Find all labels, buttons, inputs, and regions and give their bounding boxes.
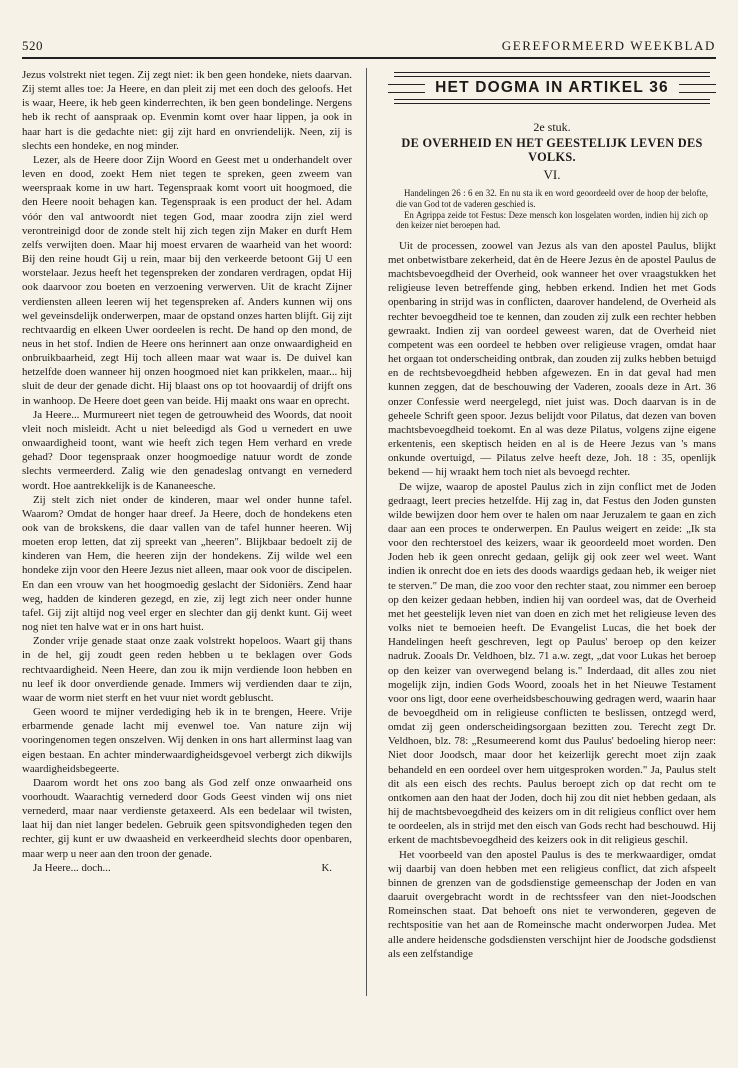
roman-numeral: VI.	[543, 167, 561, 183]
title-row	[388, 81, 716, 95]
signature: K.	[321, 861, 332, 874]
scripture-quote	[396, 188, 708, 230]
left-paragraph: Daarom wordt het ons zoo bang als God zelf onze onwaarheid ons voorhoudt. Waarachtig vernederd door Gods Geest vinden wij ons niet vernederd, maar naar verdienste getaxeerd. Als een bedelaar wil twisten, laat hij dan niet langer bedelen. Gebruik geen spitsvondigheden tegen den rechter, gij kunt er uw dwaasheid en verkeerdheid slechts door openbaren, maar werp u neer aan den troon der genade.	[22, 776, 352, 860]
left-paragraph: Zonder vrije genade staat onze zaak volstrekt hopeloos. Waart gij thans in de hel, gij zoudt geen reden hebben u te beklagen over Gods rechtvaardigheid. Neen Heere, dan zou ik mijn verdiende loon hebben en nu leef ik door onverdiende genade. Immers wij verdienden daar te zijn, waar de worm niet sterft en het vuur niet wordt gebluscht.	[22, 635, 352, 704]
quote-line: En Agrippa zeide tot Festus: Deze mensch kon losgelaten worden, indien hij zich op den keizer niet beroepen had.	[396, 209, 708, 231]
left-column	[22, 68, 352, 875]
column-divider	[366, 68, 367, 996]
part-label: 2e stuk.	[533, 120, 571, 135]
right-paragraph: Uit de processen, zoowel van Jezus als van den apostel Paulus, blijkt met onbetwistbare zekerheid, dat èn de Heere Jezus èn de apostel Paulus de machtsbevoegdheid der Overheid, ook wanneer het over vraagstukken het religieuse leven betreffende ging, hebben erkend. Indien het met Gods openbaring in strijd was in conflicten, daarover handelend, de Overheid als rechter bevoegdheid toe te kennen, dan zouden zij zulk een rechter hebben gewraakt. Indien zij van oordeel geweest waren, dat de Overheid niet competent was een oordeel te hebben over religieuse vragen, omdat haar het orgaan tot onderscheiding ontbrak, dan zouden zij zulks hebben betuigd en de rechtsbevoegdheid hebben afgewezen. En in dat geval had men kunnen zeggen, dat de beschouwing der Vaderen, zooals deze in Art. 36 onzer Confessie werd neergelegd, niet juist was. Doch daarvan is in de geheele Schrift geen spoor. Jezus belijdt voor Pilatus, dat dezen van boven machtsbevoegdheid toekomt. En al was deze Pilatus, volgens zijne eigene erkentenis, een skeptisch heiden en al is de Heere Jezus van 's mans onkunde overtuigd, — Pilatus zelve heeft deze, Joh. 18 : 35, openlijk bekend — hij wraakt hem toch niet als bevoegd rechter.	[388, 239, 716, 479]
header-rule	[22, 57, 716, 59]
closing-line-row	[22, 861, 352, 875]
quote-line: Handelingen 26 : 6 en 32. En nu sta ik en word geoordeeld over de hoop der belofte, die van God tot de vaderen geschied is.	[396, 188, 708, 210]
left-paragraph: Jezus volstrekt niet tegen. Zij zegt niet: ik ben geen hondeke, niets daarvan. Zij stemt alles toe: Ja Heere, en dan pleit zij met een doch des geloofs. Het is waar, Heere, ik heb geen kinderrechten, ik ben geen bondelinge. Nergens heb ik recht of aanspraak op. Evenmin komt over haar lippen, ja ook in haar hart is die gedachte niet: gij zijt hard en onvriendelijk. Neen, zij is slechts een hondeke, en nog minder.	[22, 69, 352, 152]
right-paragraph: Het voorbeeld van den apostel Paulus is des te merkwaardiger, omdat wij daarbij van doen hebben met een religieus conflict, dat zich afspeelt binnen de grenzen van de godsdienstige gemeenschap der Joden en van daaruit overgebracht wordt in de rechtssfeer van den niet-Joodschen Romeinschen staat. Dat behoeft ons niet te verwonderen, gegeven de rechtspositie van het aan de Romeinsche macht onderworpen Judea. Met alle andere heidensche godsdiensten verschijnt hier de Joodsche godsdienst als een zelfstandige	[388, 848, 716, 960]
title-top-rule	[394, 72, 710, 77]
title-bottom-rule	[394, 99, 710, 104]
page-number: 520	[22, 38, 43, 53]
left-paragraph: Ja Heere... Murmureert niet tegen de getrouwheid des Woords, dat nooit vleit noch misleidt. Acht u niet beleedigd als God u vernedert en uwe onwaardigheid toont, want wie heeft zich tegen Hem verhard en vrede gehad? Door tegenspraak onzer hoogmoedige natuur wordt de zonde slechts vermeerderd. Zalig wie den genadeslag ontvangt en vernederd wordt. Hoe aantrekkelijk is de Kananeesche.	[22, 408, 352, 492]
right-paragraph: De wijze, waarop de apostel Paulus zich in zijn conflict met de Joden gedraagt, leert precies hetzelfde. Hij zag in, dat Festus den Joden gunsten wilde bewijzen door hem over te halen om naar Jeruzalem te gaan en zich daar aan een proces te onderwerpen. En Paulus weigert en zeide: „Ik sta voor den rechterstoel des keizers, waar ik geoordeeld moet worden. Den Joden heb ik geen onrecht gedaan, gelijk gij ook zeer wel weet. Want indien ik onrecht doe en iets des doods waardigs gedaan heb, ik weiger niet te sterven." De man, die zoo voor den rechter staat, zou nimmer een beroep op den keizer gedaan hebben, indien hij van oordeel was, dat de Overheid met het geestelijk leven niet van doen en zich met het religieuse leven des volks niet te bemoeien heeft. De Evangelist Lucas, die het boek der Handelingen heeft geschreven, legt op Paulus' beroep op den keizer nadruk. Zooals Dr. Veldhoen, blz. 71 a.w. zegt, „dat voor Lukas het beroep op den keizer van overwegend belang is." Inderdaad, dit alles zou niet mogelijk zijn, indien Gods Woord, zooals het in het Nieuwe Testament voor ons ligt, door eene overheidsbeschouwing gedragen werd, waarin haar de bevoegdheid om in religieuse conflicten te beslissen, ontzegd werd, omdat zij geen onderscheidingsorgaan bezitten zou. Terecht zegt Dr. Veldhoen, blz. 78: „Resumeerend komt dus Paulus' bedoeling hierop neer: Niet door Joodsch, maar door het keizerlijk gerecht moet zijn zaak behandeld en een oordeel over hem uitgesproken worden." Ja, Paulus stelt dit als een eisch des rechts. Paulus beroept zich op dat recht om te ontkomen aan den haat der Joden, doch hij zou dit niet hebben gedaan, als hij de machtsbevoegdheid des keizers om in dit religieus conflict over hem te oordeelen, als in strijd met den eisch van Gods recht had beschouwd. Hij erkent de machtsbevoegdheid des keizers ook in dit religieus geschil.	[388, 480, 716, 847]
section-title: HET DOGMA IN ARTIKEL 36	[435, 79, 669, 96]
left-paragraph: Geen woord te mijner verdediging heb ik in te brengen, Heere. Vrije erbarmende genade lacht mij evenwel toe. Van nature zijn wij vooringenomen tegen onszelven. Wij denken in ons hart allerminst laag van eigen bestaan. En achter minderwaardigheidsgevoel verbergt zich dikwijls waardigheidsbegeerte.	[22, 706, 352, 775]
left-paragraph: Zij stelt zich niet onder de kinderen, maar wel onder hunne tafel. Waarom? Omdat de honger haar dreef. Ja Heere, doch de hondekens eten ook van de brokskens, die daar vallen van de tafel hunner heeren. Wij moeten erop letten, dat zij spreekt van „heeren". Blijkbaar bedoelt zij de kinderen van Hem, die heeren zijn der hondekens. Zij wilde wel een hondeke zijn voor den Heere Jezus niet alleen, maar ook voor de discipelen. En dan een vrouw van het hoogmoedig geslacht der Sidoniërs. Zend haar weg, hadden de kinderen gezegd, en zie, zij legt zich neer onder hunne tafel. Gij zijt altijd nog veel erger en slechter dan gij denkt kunt. Gij weet nog niet ten halve wat er in ons hart huist.	[22, 493, 353, 634]
running-title: GEREFORMEERD WEEKBLAD	[501, 38, 716, 53]
title-left-rule	[388, 84, 425, 93]
title-right-rule	[679, 84, 716, 93]
right-column	[388, 68, 716, 961]
article-title: DE OVERHEID EN HET GEESTELIJK LEVEN DES VOLKS.	[401, 136, 703, 165]
left-paragraph: Lezer, als de Heere door Zijn Woord en Geest met u onderhandelt over leven en dood, zoekt Hem niet tegen te spreken, geen zweem van weerspraak kome in uw hart. Tegenspraak komt voort uit hoogmoed, die den Heere nooit behagen kan. Tegenspraak is een product der hel. Adam vóór den val antwoordt niet tegen God, maar zoodra zijn ziel werd verontreinigd door de zonde stelt hij zich tegen zijn Maker en durft Hem zelfs verwijten doen. Maar hij moest ervaren de waarheid van het woord: Bij den reine houdt Gij u rein, maar bij den verkeerde betoont Gij U een worstelaar. Jezus heeft het tegenspreken der zondaren verdragen, opdat Hij ook daarvoor zou boeten en verzoening verwerven. Uit de kracht Zijner verdiensten alleen leeren wij het tegenspreken af. Anders kunnen wij ons wel geveinsdelijk onderwerpen, maar de opstand onzes harten blijft. Gij zijt rechtvaardig en elkeen Uwer oordeelen is recht. De hand op den mond, de neus in het stof. Indien de Heere ons herinnert aan onze onwaardigheid en onbruikbaarheid, zegt Hij toch alleen maar wat waar is. De duivel kan hetzelfde doen wanneer hij onzen hoogmoed niet kan prikkelen, maar... hij sluit de deur der genade dicht. Hij blaast ons op tot hoovaardij of drijft ons in wanhoop. De Heere doet geen van beide. Hij maakt ons waar en oprecht.	[22, 153, 352, 407]
section-title-box	[388, 72, 716, 104]
closing-line: Ja Heere... doch...	[33, 861, 111, 874]
